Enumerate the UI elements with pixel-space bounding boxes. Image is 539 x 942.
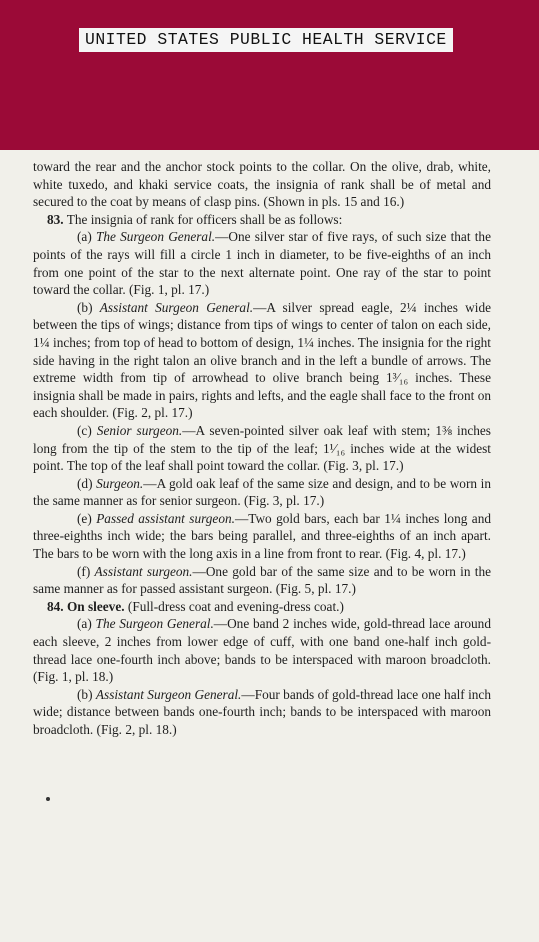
item-title: Assistant surgeon.: [94, 563, 193, 579]
item-title: Assistant Surgeon General.: [95, 686, 242, 702]
document-text: [33, 158, 491, 739]
item-letter: (c): [77, 422, 97, 438]
item-letter: (d): [77, 475, 97, 491]
ink-dot: [46, 797, 50, 801]
item-letter: (e): [77, 510, 97, 526]
item-title: The Surgeon General.: [95, 616, 214, 632]
item-84b: [33, 686, 491, 739]
item-letter: (b): [77, 686, 96, 702]
item-title: Surgeon.: [96, 475, 144, 491]
item-title: The Surgeon General.: [95, 229, 216, 245]
paragraph-84: [33, 598, 491, 616]
item-text: —A gold oak leaf of the same size and design, and to be worn in the same manner as for senior surgeon. (Fig. 3, pl. 17.): [33, 475, 491, 509]
item-text: —Four bands of gold-thread lace one half inch wide; distance between bands one-fourth inch; bands to be interspaced with maroon broadcloth. (Fig. 2, pl. 18.): [33, 686, 491, 737]
item-title: Senior surgeon.: [96, 422, 183, 438]
item-title: Assistant Surgeon General.: [99, 299, 254, 315]
item-letter: (f): [77, 563, 95, 579]
header-banner: [0, 0, 539, 150]
item-83c: [33, 422, 491, 475]
item-83f: [33, 563, 491, 598]
item-text: —One gold bar of the same size and to be worn in the same manner as for passed assistant surgeon. (Fig. 5, pl. 17.): [33, 563, 492, 597]
intro-paragraph: toward the rear and the anchor stock points to the collar. On the olive, drab, white, white tuxedo, and khaki service coats, the insignia of rank shall be of metal and secured to the coat by means of clasp pins. (Shown in pls. 15 and 16.): [33, 159, 491, 210]
paragraph-text: The insignia of rank for officers shall be as follows:: [63, 211, 343, 227]
item-letter: (a): [77, 616, 96, 632]
item-text: —One silver star of five rays, of such size that the points of the rays will fill a circle 1 inch in diameter, to be five-eighths of an inch from one point of the star to the next alternate point. One ray of the star to point toward the collar. (Fig. 1, pl. 17.): [33, 229, 491, 298]
paragraph-number: 83.: [47, 211, 64, 227]
item-83d: [33, 475, 491, 510]
item-letter: (b): [77, 299, 100, 315]
paragraph-number: 84.: [47, 598, 64, 614]
item-text: —A silver spread eagle, 2¼ inches wide between the tips of wings; distance from tips of wings to center of talon on each side, 1¼ inches; from top of head to bottom of design, 1¼ inches. The insignia for the right side having in the right talon an olive branch and in the left a bundle of arrows. The extreme width from tip of arrowhead to olive branch being 1³⁄₁₆ inches. These insignia shall be made in pairs, rights and lefts, and the eagle shall face to the front on each shoulder. (Fig. 2, pl. 17.): [33, 299, 491, 421]
paragraph-title: On sleeve.: [63, 598, 125, 614]
item-83b: [33, 299, 491, 422]
item-letter: (a): [77, 229, 96, 245]
item-title: Passed assistant surgeon.: [96, 510, 235, 526]
item-text: —One band 2 inches wide, gold-thread lace around each sleeve, 2 inches from lower edge of cuff, with one band one-half inch gold-thread lace one-fourth inch above; bands to be interspaced with maroon broadcloth. (Fig. 1, pl. 18.): [33, 616, 491, 685]
header-label: UNITED STATES PUBLIC HEALTH SERVICE: [79, 28, 453, 52]
item-83e: [33, 510, 491, 563]
item-83a: [33, 228, 491, 298]
paragraph-text: (Full-dress coat and evening-dress coat.): [124, 598, 344, 614]
item-84a: [33, 615, 491, 685]
paragraph-83: [33, 211, 491, 229]
item-text: —A seven-pointed silver oak leaf with stem; 1⅜ inches long from the tip of the stem to the tip of the leaf; 1¹⁄₁₆ inches wide at the widest point. The top of the leaf shall point toward the collar. (Fig. 3, pl. 17.): [33, 422, 491, 474]
item-text: —Two gold bars, each bar 1¼ inches long and three-eighths inch wide; the bars being parallel, and three-eighths of an inch apart. The bars to be worn with the long axis in a line from front to rear. (Fig. 4, pl. 17.): [33, 510, 491, 562]
